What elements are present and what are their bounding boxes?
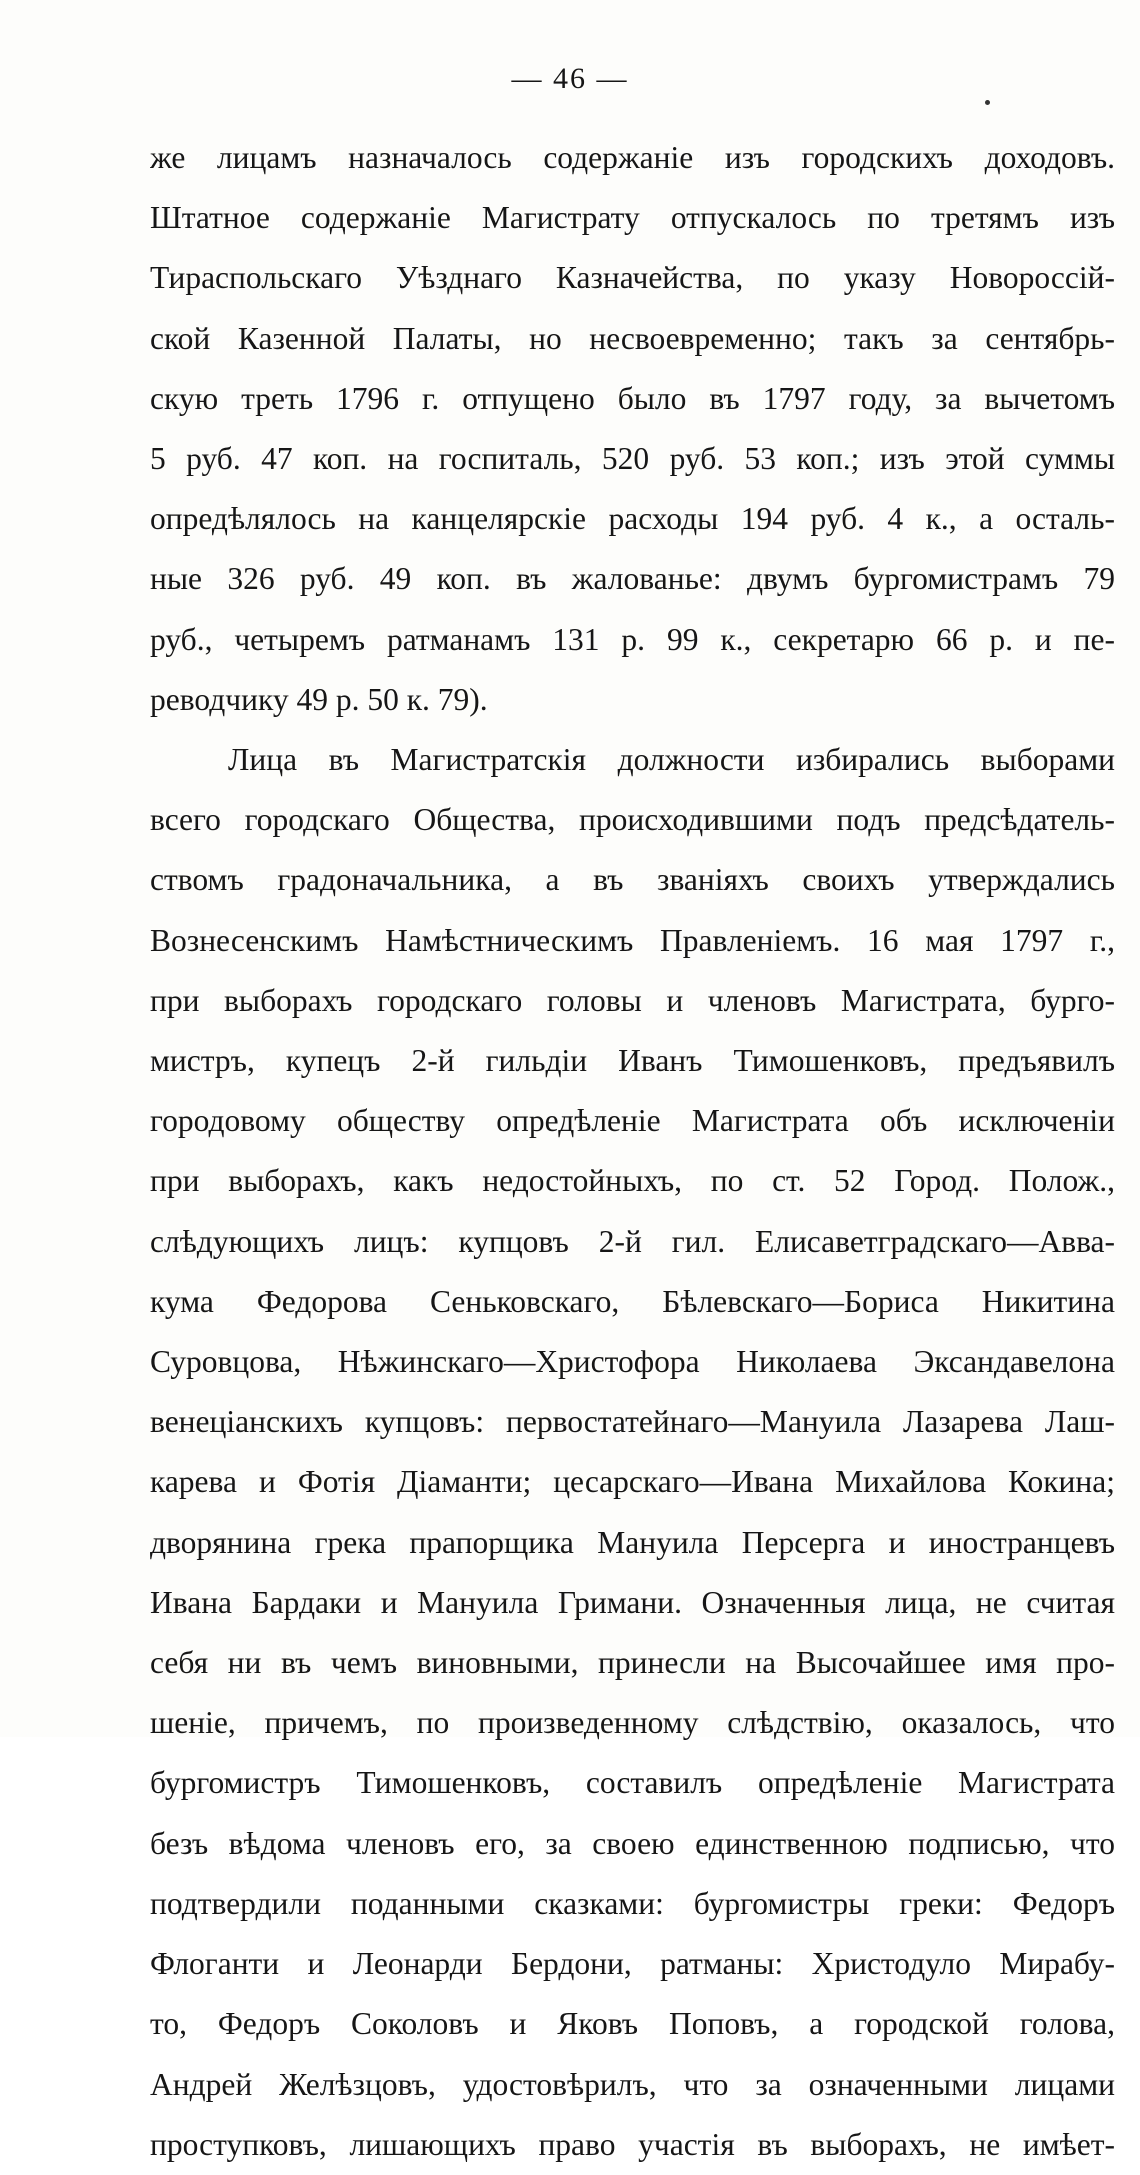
page-number: — 46 — <box>511 62 629 95</box>
text-line: при выборахъ городскаго головы и членовъ Магистрата, бурго- <box>150 982 1115 1018</box>
text-line: Андрей Желѣзцовъ, удостовѣрилъ, что за означенными лицами <box>150 2066 1115 2102</box>
text-line: ные 326 руб. 49 коп. въ жалованье: двумъ бургомистрамъ 79 <box>150 561 1115 597</box>
text-line: подтвердили поданными сказками: бургомистры греки: Федоръ <box>150 1885 1115 1921</box>
text-line: карева и Фотія Діаманти; цесарскаго—Ивана Михайлова Кокина; <box>150 1464 1115 1500</box>
text-line: 5 руб. 47 коп. на госпиталь, 520 руб. 53 коп.; изъ этой суммы <box>150 441 1115 477</box>
text-line: шеніе, причемъ, по произведенному слѣдствію, оказалось, что <box>150 1705 1115 1741</box>
text-line: реводчику 49 р. 50 к. 79). <box>150 681 488 717</box>
text-line: мистръ, купецъ 2-й гильдіи Иванъ Тимошенковъ, предъявилъ <box>150 1043 1115 1079</box>
text-line: бургомистръ Тимошенковъ, составилъ опредѣленіе Магистрата <box>150 1765 1115 1801</box>
text-line: всего городскаго Общества, происходившими подъ предсѣдатель- <box>150 802 1115 838</box>
text-line: слѣдующихъ лицъ: купцовъ 2-й гил. Елисаветградскаго—Авва- <box>150 1223 1115 1259</box>
text-line: Флоганти и Леонарди Бердони, ратманы: Христодуло Мирабу- <box>150 1946 1115 1982</box>
text-line: кума Федорова Сеньковскаго, Бѣлевскаго—Бориса Никитина <box>150 1283 1115 1319</box>
text-line: дворянина грека прапорщика Мануила Персерга и иностранцевъ <box>150 1524 1115 1560</box>
text-line: Ивана Бардаки и Мануила Гримани. Означенныя лица, не считая <box>150 1584 1115 1620</box>
text-line: себя ни въ чемъ виновными, принесли на Высочайшее имя про- <box>150 1645 1115 1681</box>
text-line: Штатное содержаніе Магистрату отпускалось по третямъ изъ <box>150 200 1115 236</box>
text-line: венеціанскихъ купцовъ: первостатейнаго—Мануила Лазарева Лаш- <box>150 1404 1115 1440</box>
ink-speck <box>985 100 990 105</box>
body-text <box>150 128 1115 2175</box>
text-line: руб., четыремъ ратманамъ 131 р. 99 к., секретарю 66 р. и пе- <box>150 621 1115 657</box>
text-line: же лицамъ назначалось содержаніе изъ городскихъ доходовъ. <box>150 140 1115 175</box>
text-line: Суровцова, Нѣжинскаго—Христофора Николаева Эксандавелона <box>150 1344 1115 1380</box>
text-line: Лица въ Магистратскія должности избирались выборами <box>228 742 1115 778</box>
text-line: Вознесенскимъ Намѣстническимъ Правленіемъ. 16 мая 1797 г., <box>150 922 1115 958</box>
text-line: опредѣлялось на канцелярскіе расходы 194 руб. 4 к., а осталь- <box>150 501 1115 537</box>
text-line: городовому обществу опредѣленіе Магистрата объ исключеніи <box>150 1103 1115 1139</box>
text-line: Тираспольскаго Уѣзднаго Казначейства, по указу Новороссій- <box>150 260 1115 296</box>
text-line: при выборахъ, какъ недостойныхъ, по ст. 52 Город. Полож., <box>150 1163 1115 1199</box>
text-line: проступковъ, лишающихъ право участія въ выборахъ, не имѣет- <box>150 2126 1115 2162</box>
text-line: скую треть 1796 г. отпущено было въ 1797 году, за вычетомъ <box>150 380 1115 416</box>
text-line: то, Федоръ Соколовъ и Яковъ Поповъ, а городской голова, <box>150 2006 1115 2042</box>
text-line: безъ вѣдома членовъ его, за своею единственною подписью, что <box>150 1825 1115 1861</box>
text-line: ской Казенной Палаты, но несвоевременно; такъ за сентябрь- <box>150 320 1115 356</box>
text-line: ствомъ градоначальника, а въ званіяхъ своихъ утверждались <box>150 862 1115 898</box>
